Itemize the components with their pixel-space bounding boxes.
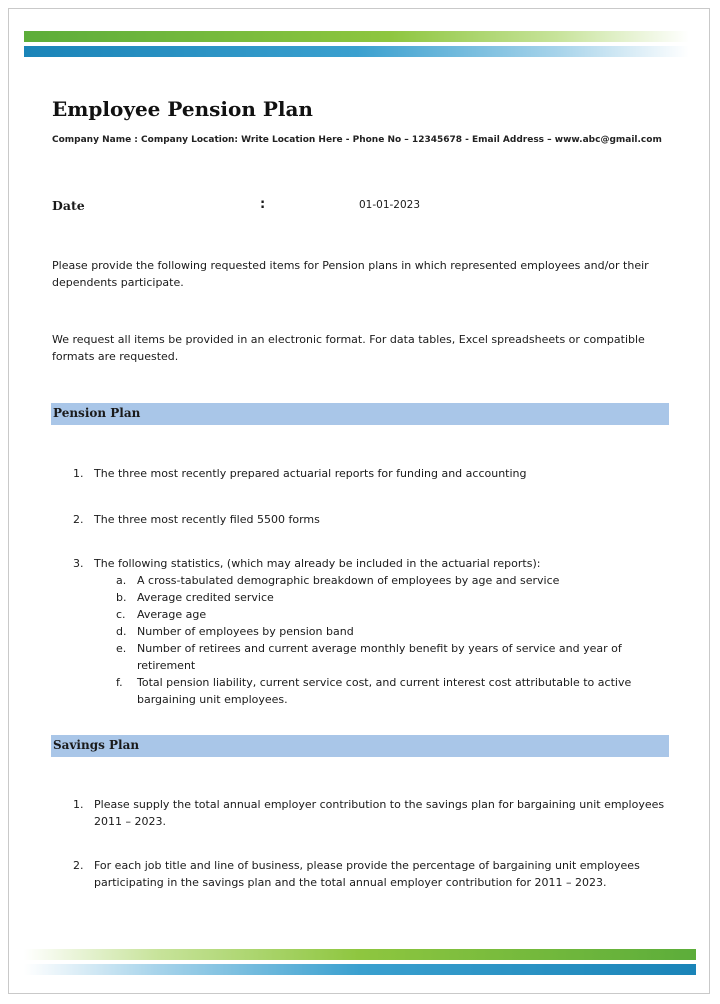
intro-paragraph-1: Please provide the following requested items for Pension plans in which represented employees and/or their dependents participate. — [52, 259, 649, 289]
date-value: 01-01-2023 — [359, 199, 421, 211]
footer-green-band — [24, 949, 696, 960]
list-number: 3. — [73, 557, 84, 570]
subitem-letter-c: c. — [116, 608, 126, 621]
page-title: Employee Pension Plan — [52, 97, 313, 121]
subitem-text-d: Number of employees by pension band — [137, 625, 354, 638]
list-number: 2. — [73, 513, 84, 526]
list-number: 1. — [73, 467, 84, 480]
subitem-text-f: Total pension liability, current service cost, and current interest cost attributable to active bargaining unit employees. — [137, 676, 632, 706]
savings-plan-heading — [51, 735, 669, 757]
footer-blue-band — [24, 964, 696, 975]
subitem-letter-b: b. — [116, 591, 127, 604]
subitem-letter-a: a. — [116, 574, 127, 587]
header-green-band — [24, 31, 689, 42]
pension-item-3-text: The following statistics, (which may already be included in the actuarial reports): — [94, 557, 541, 570]
pension-plan-heading-text: Pension Plan — [53, 406, 141, 420]
header-blue-band — [24, 46, 689, 57]
list-number: 1. — [73, 798, 84, 811]
pension-plan-heading — [51, 403, 669, 425]
list-number: 2. — [73, 859, 84, 872]
subitem-text-c: Average age — [137, 608, 207, 621]
subitem-letter-f: f. — [116, 676, 123, 689]
subitem-text-b: Average credited service — [137, 591, 274, 604]
savings-plan-heading-text: Savings Plan — [53, 738, 140, 752]
pension-item-1-text: The three most recently prepared actuarial reports for funding and accounting — [94, 467, 527, 480]
subitem-letter-d: d. — [116, 625, 127, 638]
subitem-letter-e: e. — [116, 642, 127, 655]
date-label: Date — [52, 198, 85, 213]
subitem-text-a: A cross-tabulated demographic breakdown of employees by age and service — [137, 574, 560, 587]
date-colon: : — [260, 197, 266, 212]
savings-item-1-text: Please supply the total annual employer contribution to the savings plan for bargaining unit employees 2011 – 2023. — [94, 798, 665, 828]
subitem-text-e: Number of retirees and current average monthly benefit by years of service and year of retirement — [137, 642, 622, 672]
intro-paragraph-2: We request all items be provided in an electronic format. For data tables, Excel spreadsheets or compatible formats are requested. — [52, 333, 645, 363]
document-page — [8, 8, 710, 994]
savings-item-2-text: For each job title and line of business, please provide the percentage of bargaining unit employees participating in the savings plan and the total annual employer contribution for 2011 – 2023. — [94, 859, 640, 889]
pension-item-2-text: The three most recently filed 5500 forms — [94, 513, 320, 526]
company-info-line: Company Name : Company Location: Write Location Here - Phone No – 12345678 - Email Address – www.abc@gmail.com — [52, 135, 662, 145]
